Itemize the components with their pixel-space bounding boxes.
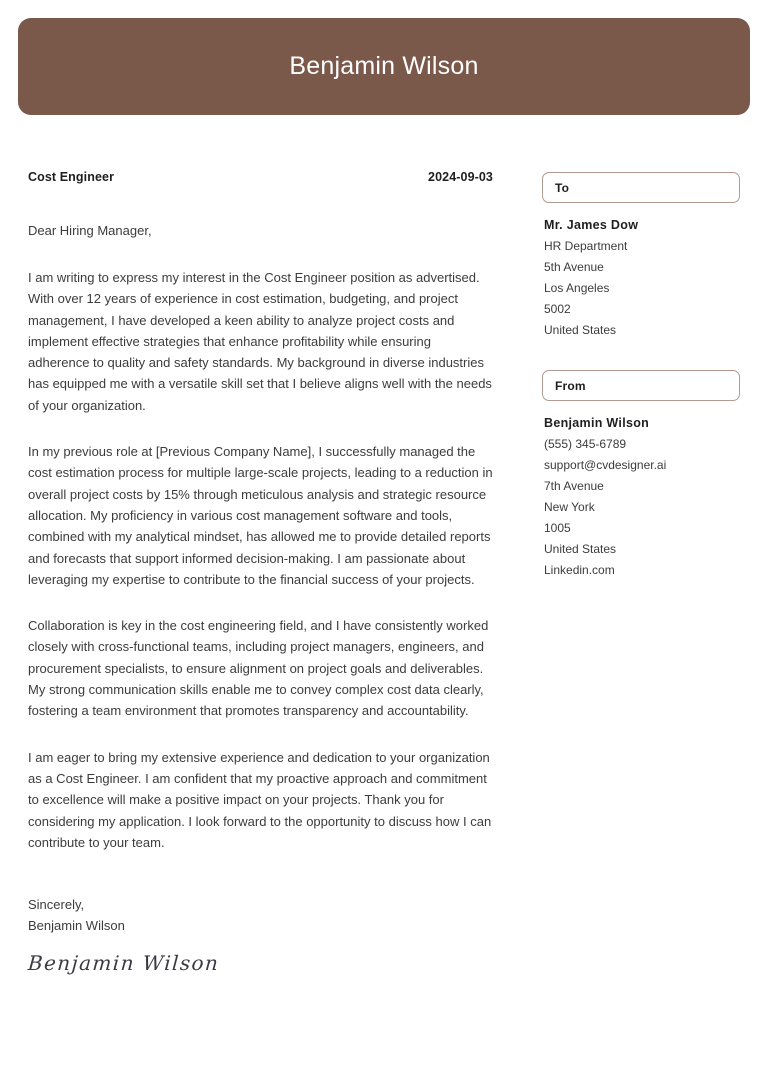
letter-paragraph: In my previous role at [Previous Company Name], I successfully managed the cost estimation process for multiple large-scale projects, leading to a reduction in overall project costs by 15% through meticulous analysis and strategic resource allocation. My proficiency in various cost management software and tools, combined with my analytical mindset, has allowed me to provide detailed reports and forecasts that support informed decision-making. I am passionate about leveraging my expertise to contribute to the financial success of your projects. bbox=[28, 444, 493, 587]
signature-image: Benjamin Wilson bbox=[27, 951, 221, 976]
recipient-address-line: Los Angeles bbox=[544, 281, 610, 295]
closing-block bbox=[28, 894, 493, 936]
to-field-box[interactable] bbox=[542, 172, 740, 203]
sender-address-line: United States bbox=[544, 542, 617, 556]
letter-date: 2024-09-03 bbox=[428, 170, 493, 184]
sender-email: support@cvdesigner.ai bbox=[544, 458, 667, 472]
closing-name: Benjamin Wilson bbox=[28, 918, 125, 934]
to-field-label: To bbox=[555, 180, 570, 195]
recipient-address-line: United States bbox=[544, 323, 617, 337]
sender-address-line: 1005 bbox=[544, 521, 571, 535]
recipient-address-block bbox=[544, 215, 740, 341]
page-title: Benjamin Wilson bbox=[289, 52, 479, 80]
letter-paragraph: Collaboration is key in the cost engineering field, and I have consistently worked closely with cross-functional teams, including project managers, engineers, and procurement specialists, to ensure alignment on project goals and deliverables. My strong communication skills enable me to convey complex cost data clearly, fostering a team environment that promotes transparency and accountability. bbox=[28, 618, 489, 719]
recipient-address-line: HR Department bbox=[544, 239, 628, 253]
letter-paragraph: I am writing to express my interest in the Cost Engineer position as advertised. With over 12 years of experience in cost estimation, budgeting, and project management, I have developed a keen ability to analyze project costs and implement effective strategies that enhance profitability while ensuring adherence to quality and safety standards. My background in diverse industries has equipped me with a versatile skill set that I believe aligns well with the needs of your organization. bbox=[28, 270, 492, 413]
from-group bbox=[542, 370, 740, 581]
sender-website: Linkedin.com bbox=[544, 563, 615, 577]
recipient-address-line: 5th Avenue bbox=[544, 260, 604, 274]
sender-address-block bbox=[544, 413, 740, 581]
from-field-box[interactable] bbox=[542, 370, 740, 401]
salutation: Dear Hiring Manager, bbox=[28, 223, 152, 238]
recipient-address-line: 5002 bbox=[544, 302, 571, 316]
letter-meta-row bbox=[28, 170, 493, 184]
sender-address-line: New York bbox=[544, 500, 595, 514]
sender-name: Benjamin Wilson bbox=[544, 416, 650, 430]
contact-sidebar bbox=[542, 172, 740, 581]
letter-body bbox=[28, 170, 493, 975]
header-banner bbox=[18, 18, 750, 115]
job-role-label: Cost Engineer bbox=[28, 170, 115, 184]
from-field-label: From bbox=[555, 378, 586, 393]
sender-address-line: 7th Avenue bbox=[544, 479, 604, 493]
letter-paragraph: I am eager to bring my extensive experience and dedication to your organization as a Cost Engineer. I am confident that my proactive approach and commitment to excellence will make a positive impact on your projects. Thank you for considering my application. I look forward to the opportunity to discuss how I can contribute to your team. bbox=[28, 749, 492, 850]
closing-salutation: Sincerely, bbox=[28, 897, 85, 913]
sender-phone: (555) 345-6789 bbox=[544, 437, 627, 451]
recipient-name: Mr. James Dow bbox=[544, 218, 639, 232]
